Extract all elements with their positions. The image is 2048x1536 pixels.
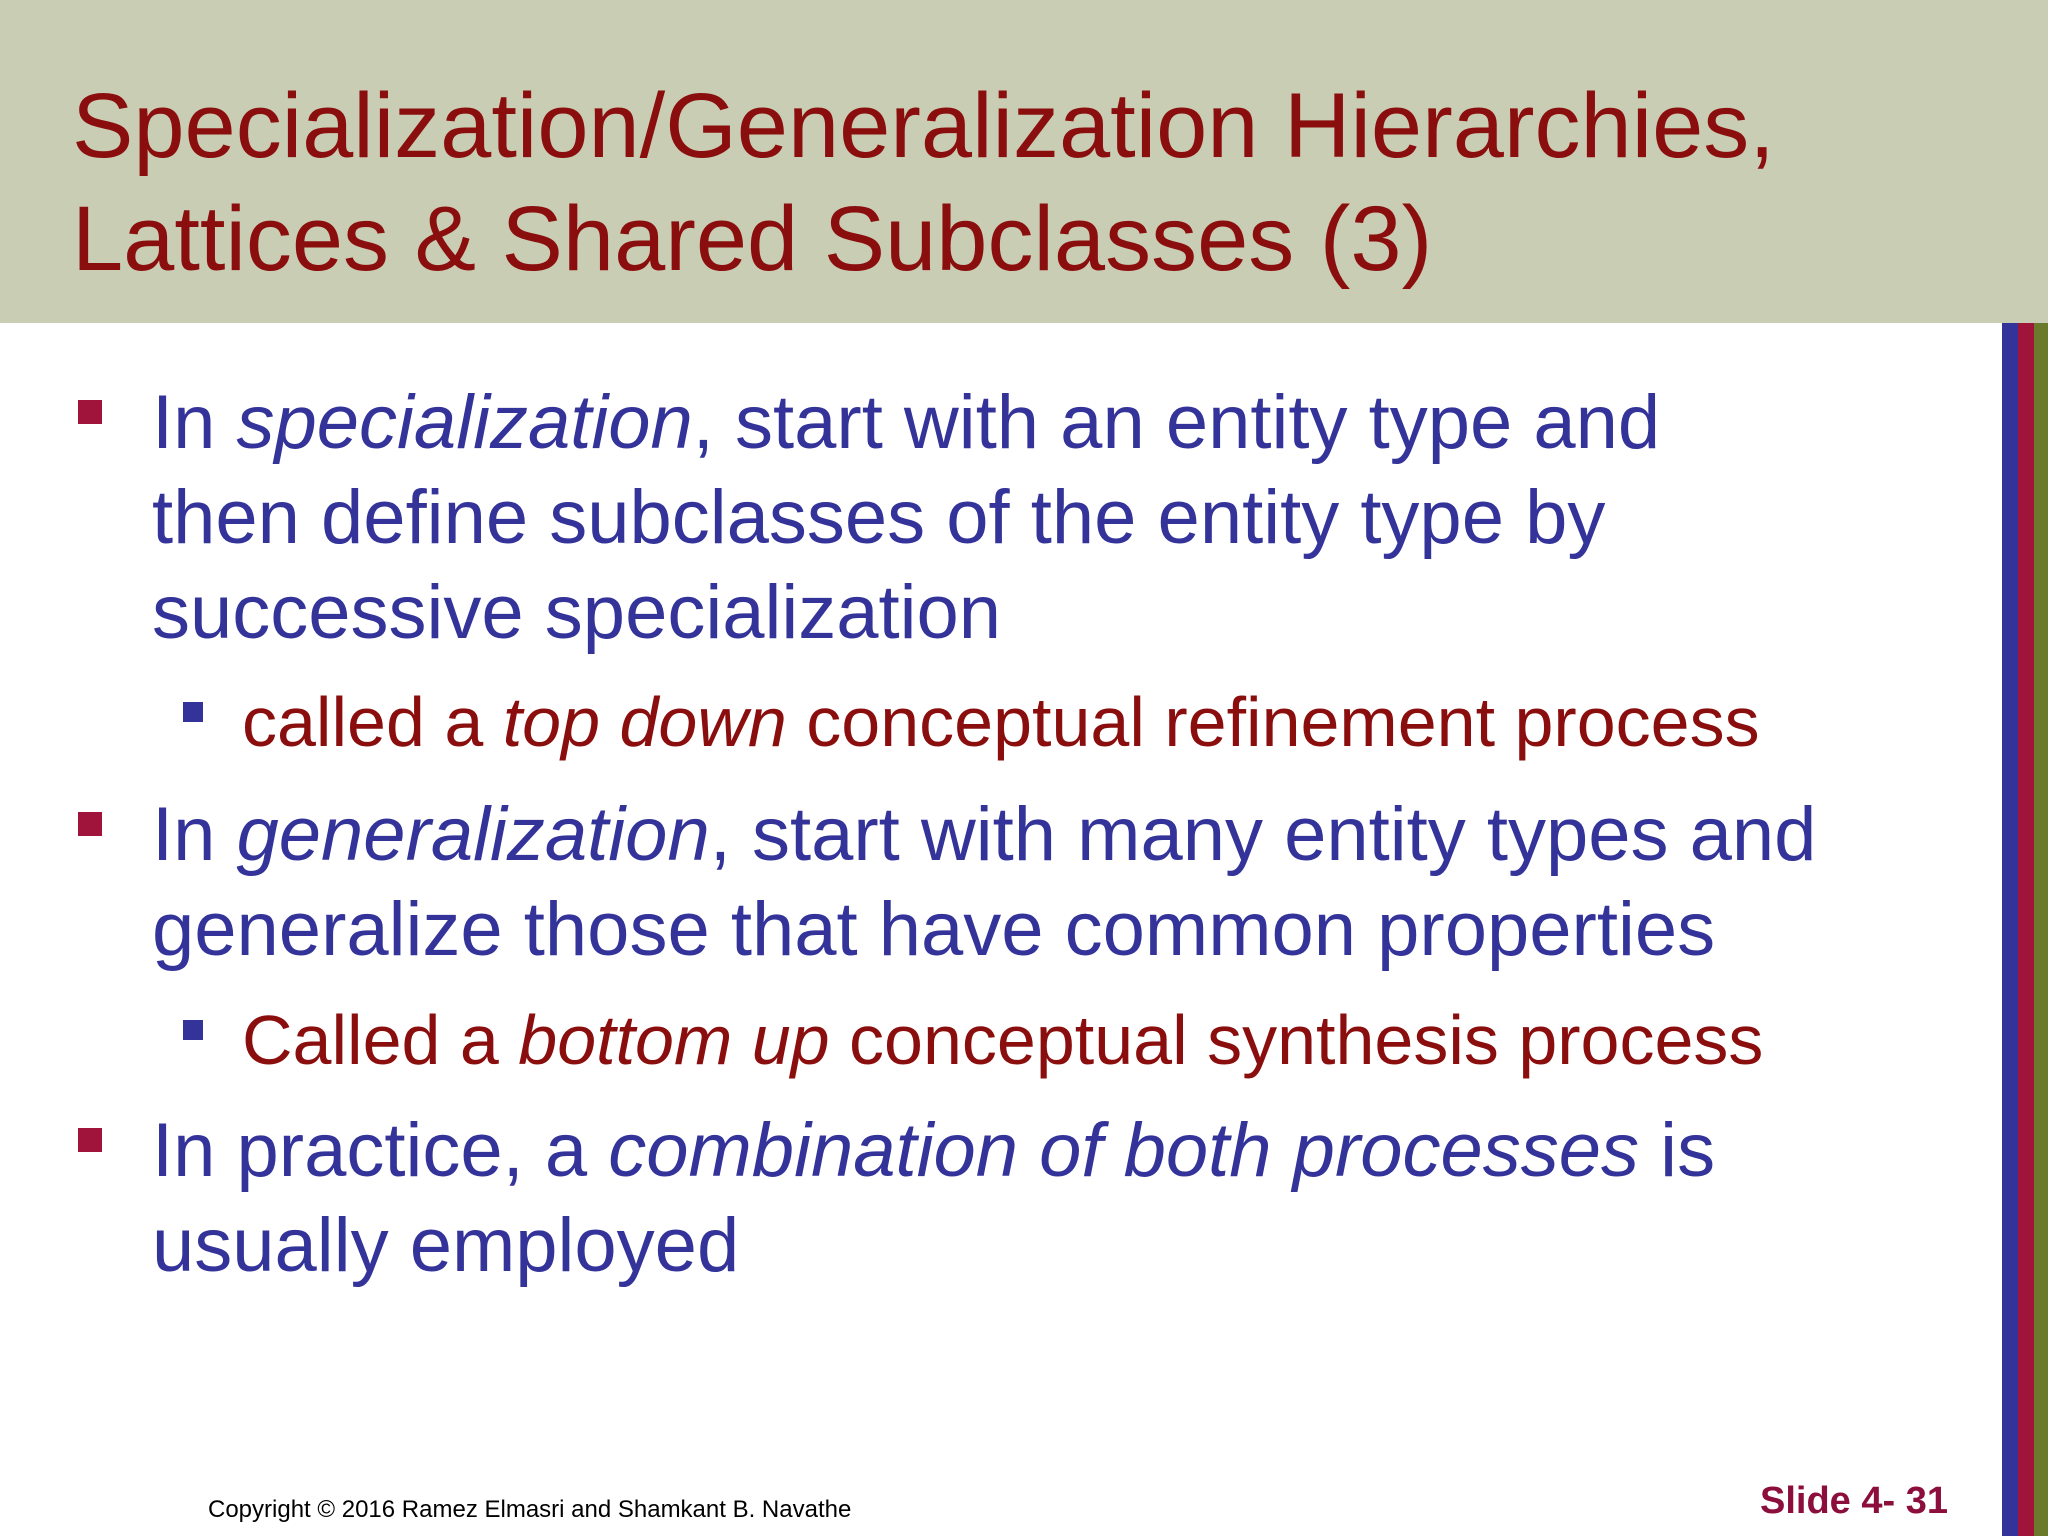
bullet-specialization bbox=[152, 375, 1660, 660]
slide-number: Slide 4- 31 bbox=[1760, 1480, 1948, 1522]
bullet-marker bbox=[78, 400, 102, 424]
slide-title-line-2: Lattices & Shared Subclasses (3) bbox=[72, 188, 1433, 290]
bullet-generalization bbox=[152, 787, 1816, 977]
bullet-line: generalize those that have common properties bbox=[152, 887, 1716, 972]
bullet-line: successive specialization bbox=[152, 570, 1002, 655]
slide-title-line-1: Specialization/Generalization Hierarchies, bbox=[72, 75, 1775, 177]
sub-bullet-bottom-up: Called a bottom up conceptual synthesis process bbox=[242, 1001, 1764, 1079]
sub-bullet-marker bbox=[183, 1020, 203, 1040]
bullet-marker bbox=[78, 1128, 102, 1152]
stripe-red bbox=[2018, 323, 2034, 1536]
stripe-olive bbox=[2034, 323, 2048, 1536]
sub-bullet-marker bbox=[183, 702, 203, 722]
copyright-footer: Copyright © 2016 Ramez Elmasri and Shamkant B. Navathe bbox=[208, 1496, 852, 1523]
stripe-blue bbox=[2002, 323, 2018, 1536]
bullet-marker bbox=[78, 812, 102, 836]
bullet-combination bbox=[152, 1103, 1715, 1293]
bullet-line: then define subclasses of the entity type by bbox=[152, 475, 1606, 560]
bullet-line: In specialization, start with an entity type and bbox=[152, 380, 1661, 465]
slide-title bbox=[72, 70, 1775, 296]
bullet-line: usually employed bbox=[152, 1203, 740, 1288]
bullet-line: In practice, a combination of both processes is bbox=[152, 1108, 1716, 1193]
bullet-line: In generalization, start with many entity types and bbox=[152, 792, 1817, 877]
side-stripes bbox=[2002, 323, 2048, 1536]
sub-bullet-top-down: called a top down conceptual refinement process bbox=[242, 683, 1760, 761]
